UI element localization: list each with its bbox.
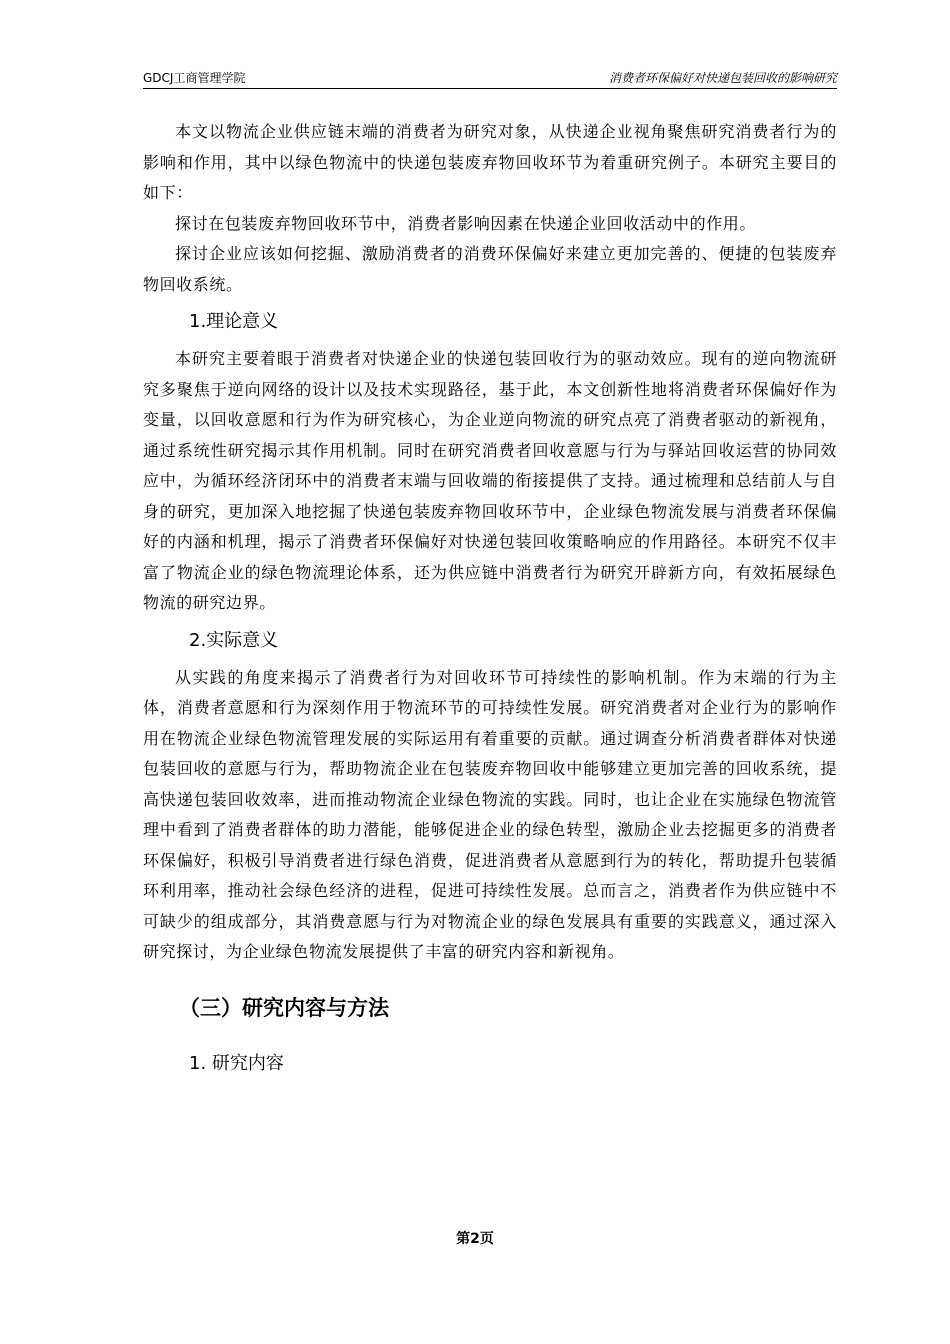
section-content-method-heading: （三）研究内容与方法 bbox=[179, 995, 389, 1020]
intro-paragraph-3: 探讨企业应该如何挖掘、激励消费者的消费环保偏好来建立更加完善的、便捷的包装废弃物回收系统。 bbox=[143, 244, 837, 294]
intro-paragraph-1: 本文以物流企业供应链末端的消费者为研究对象，从快递企业视角聚焦研究消费者行为的影响和作用，其中以绿色物流中的快递包装废弃物回收环节为着重研究例子。本研究主要目的如下： bbox=[143, 122, 837, 202]
page-number: 第2页 bbox=[456, 1231, 494, 1247]
page-header bbox=[143, 66, 837, 89]
header-paper-title: 消费者环保偏好对快递包装回收的影响研究 bbox=[608, 71, 837, 85]
section-content-subheading: 1. 研究内容 bbox=[189, 1052, 284, 1074]
section-theory-heading: 1.理论意义 bbox=[189, 311, 279, 332]
page-content bbox=[143, 117, 837, 1092]
header-institution: GDCJ工商管理学院 bbox=[143, 71, 246, 85]
section-practice-heading: 2.实际意义 bbox=[189, 629, 279, 651]
section-theory-body: 本研究主要着眼于消费者对快递企业的快递包装回收行为的驱动效应。现有的逆向物流研究多聚焦于逆向网络的设计以及技术实现路径，基于此，本文创新性地将消费者环保偏好作为变量，以回收意愿和行为作为研究核心，为企业逆向物流的研究点亮了消费者驱动的新视角，通过系统性研究揭示其作用机制。同时在研究消费者回收意愿与行为与驿站回收运营的协同效应中，为循环经济闭环中的消费者末端与回收端的衔接提供了支持。通过梳理和总结前人与自身的研究，更加深入地挖掘了快递包装废弃物回收环节中，企业绿色物流发展与消费者环保偏好的内涵和机理，揭示了消费者环保偏好对快递包装回收策略响应的作用路径。本研究不仅丰富了物流企业的绿色物流理论体系，还为供应链中消费者行为研究开辟新方向，有效拓展绿色物流的研究边界。 bbox=[143, 349, 837, 612]
intro-paragraph-2: 探讨在包装废弃物回收环节中，消费者影响因素在快递企业回收活动中的作用。 bbox=[175, 213, 757, 233]
section-practice-body: 从实践的角度来揭示了消费者行为对回收环节可持续性的影响机制。作为末端的行为主体，消费者意愿和行为深刻作用于物流环节的可持续性发展。研究消费者对企业行为的影响作用在物流企业绿色物流管理发展的实际运用有着重要的贡献。通过调查分析消费者群体对快递包装回收的意愿与行为，帮助物流企业在包装废弃物回收中能够建立更加完善的回收系统，提高快递包装回收效率，进而推动物流企业绿色物流的实践。同时，也让企业在实施绿色物流管理中看到了消费者群体的助力潜能，能够促进企业的绿色转型，激励企业去挖掘更多的消费者环保偏好，积极引导消费者进行绿色消费，促进消费者从意愿到行为的转化，帮助提升包装循环利用率，推动社会绿色经济的进程，促进可持续性发展。总而言之，消费者作为供应链中不可缺少的组成部分，其消费意愿与行为对物流企业的绿色发展具有重要的实践意义，通过深入研究探讨，为企业绿色物流发展提供了丰富的研究内容和新视角。 bbox=[143, 667, 837, 961]
